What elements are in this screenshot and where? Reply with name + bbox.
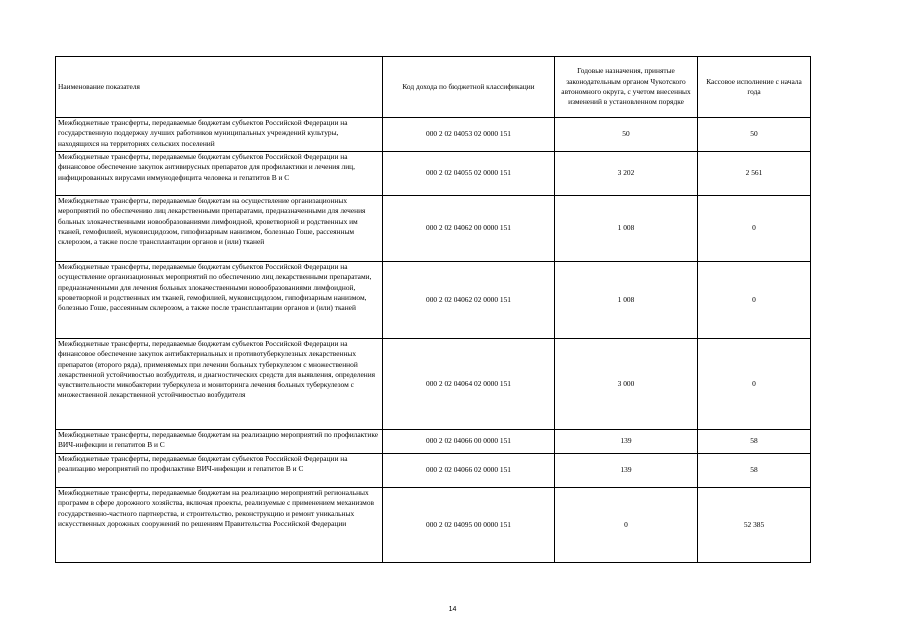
row-annual-plan: 50	[555, 118, 698, 152]
row-annual-plan: 139	[555, 430, 698, 454]
header-row	[56, 57, 811, 118]
row-cash-execution: 0	[698, 262, 811, 339]
row-indicator-name: Межбюджетные трансферты, передаваемые бюджетам субъектов Российской Федерации на финансовое обеспечение закупок антибактериальных и противотуберкулезных лекарственных препаратов (второго ряда), применяемых при лечении больных туберкулезом с множественной лекарственной устойчивостью возбудителя, и диагностических средств для выявления, определения чувствительности микобактерии туберкулеза и мониторинга лечения больных туберкулезом с множественной лекарственной устойчивостью возбудителя	[56, 339, 383, 430]
row-cash-execution: 0	[698, 196, 811, 262]
row-cash-execution: 58	[698, 430, 811, 454]
row-indicator-name: Межбюджетные трансферты, передаваемые бюджетам субъектов Российской Федерации на осуществление организационных мероприятий по обеспечению лиц лекарственными препаратами, предназначенными для лечения больных злокачественными новообразованиями лимфоидной, кроветворной и родственных им тканей, гемофилией, муковисцидозом, гипофизарным нанизмом, болезнью Гоше, рассеянным склерозом, а также после трансплантации органов и (или) тканей	[56, 262, 383, 339]
table-row	[56, 152, 811, 196]
row-annual-plan: 0	[555, 488, 698, 563]
row-cash-execution: 2 561	[698, 152, 811, 196]
header-annual-plan: Годовые назначения, принятые законодательным органом Чукотского автономного округа, с учетом внесенных изменений в установленном порядке	[555, 57, 698, 118]
row-indicator-name: Межбюджетные трансферты, передаваемые бюджетам субъектов Российской Федерации на реализацию мероприятий по профилактике ВИЧ-инфекции и гепатитов В и С	[56, 454, 383, 488]
row-cash-execution: 50	[698, 118, 811, 152]
header-indicator-name: Наименование показателя	[56, 57, 383, 118]
header-cash-execution: Кассовое исполнение с начала года	[698, 57, 811, 118]
row-annual-plan: 3 000	[555, 339, 698, 430]
row-income-code: 000 2 02 04095 00 0000 151	[383, 488, 555, 563]
row-income-code: 000 2 02 04055 02 0000 151	[383, 152, 555, 196]
row-annual-plan: 139	[555, 454, 698, 488]
row-indicator-name: Межбюджетные трансферты, передаваемые бюджетам на реализацию мероприятий региональных программ в сфере дорожного хозяйства, включая проекты, реализуемые с применением механизмов государственно-частного партнерства, и строительство, реконструкцию и ремонт уникальных искусственных дорожных сооружений по решениям Правительства Российской Федерации	[56, 488, 383, 563]
row-income-code: 000 2 02 04053 02 0000 151	[383, 118, 555, 152]
row-annual-plan: 1 008	[555, 262, 698, 339]
row-income-code: 000 2 02 04064 02 0000 151	[383, 339, 555, 430]
table-row	[56, 196, 811, 262]
row-cash-execution: 0	[698, 339, 811, 430]
row-income-code: 000 2 02 04066 02 0000 151	[383, 454, 555, 488]
row-cash-execution: 58	[698, 454, 811, 488]
row-cash-execution: 52 385	[698, 488, 811, 563]
row-annual-plan: 3 202	[555, 152, 698, 196]
table-row	[56, 339, 811, 430]
row-annual-plan: 1 008	[555, 196, 698, 262]
row-indicator-name: Межбюджетные трансферты, передаваемые бюджетам на реализацию мероприятий по профилактике ВИЧ-инфекции и гепатитов В и С	[56, 430, 383, 454]
row-income-code: 000 2 02 04062 00 0000 151	[383, 196, 555, 262]
row-indicator-name: Межбюджетные трансферты, передаваемые бюджетам субъектов Российской Федерации на финансовое обеспечение закупок антивирусных препаратов для профилактики и лечения лиц, инфицированных вирусами иммунодефицита человека и гепатитов В и С	[56, 152, 383, 196]
table-row	[56, 118, 811, 152]
page-number: 14	[448, 606, 457, 613]
table-row	[56, 262, 811, 339]
row-indicator-name: Межбюджетные трансферты, передаваемые бюджетам на осуществление организационных мероприятий по обеспечению лиц лекарственными препаратами, предназначенными для лечения больных злокачественными новообразованиями лимфоидной, кроветворной и родственных им тканей, гемофилией, муковисцидозом, гипофизарным нанизмом, болезнью Гоше, рассеянным склерозом, а также после трансплантации органов и (или) тканей	[56, 196, 383, 262]
row-income-code: 000 2 02 04062 02 0000 151	[383, 262, 555, 339]
table-row	[56, 454, 811, 488]
row-income-code: 000 2 02 04066 00 0000 151	[383, 430, 555, 454]
header-income-code: Код дохода по бюджетной классификации	[383, 57, 555, 118]
table-row	[56, 430, 811, 454]
table-row	[56, 488, 811, 563]
budget-execution-table	[55, 56, 811, 563]
row-indicator-name: Межбюджетные трансферты, передаваемые бюджетам субъектов Российской Федерации на государственную поддержку лучших работников муниципальных учреждений культуры, находящихся на территориях сельских поселений	[56, 118, 383, 152]
